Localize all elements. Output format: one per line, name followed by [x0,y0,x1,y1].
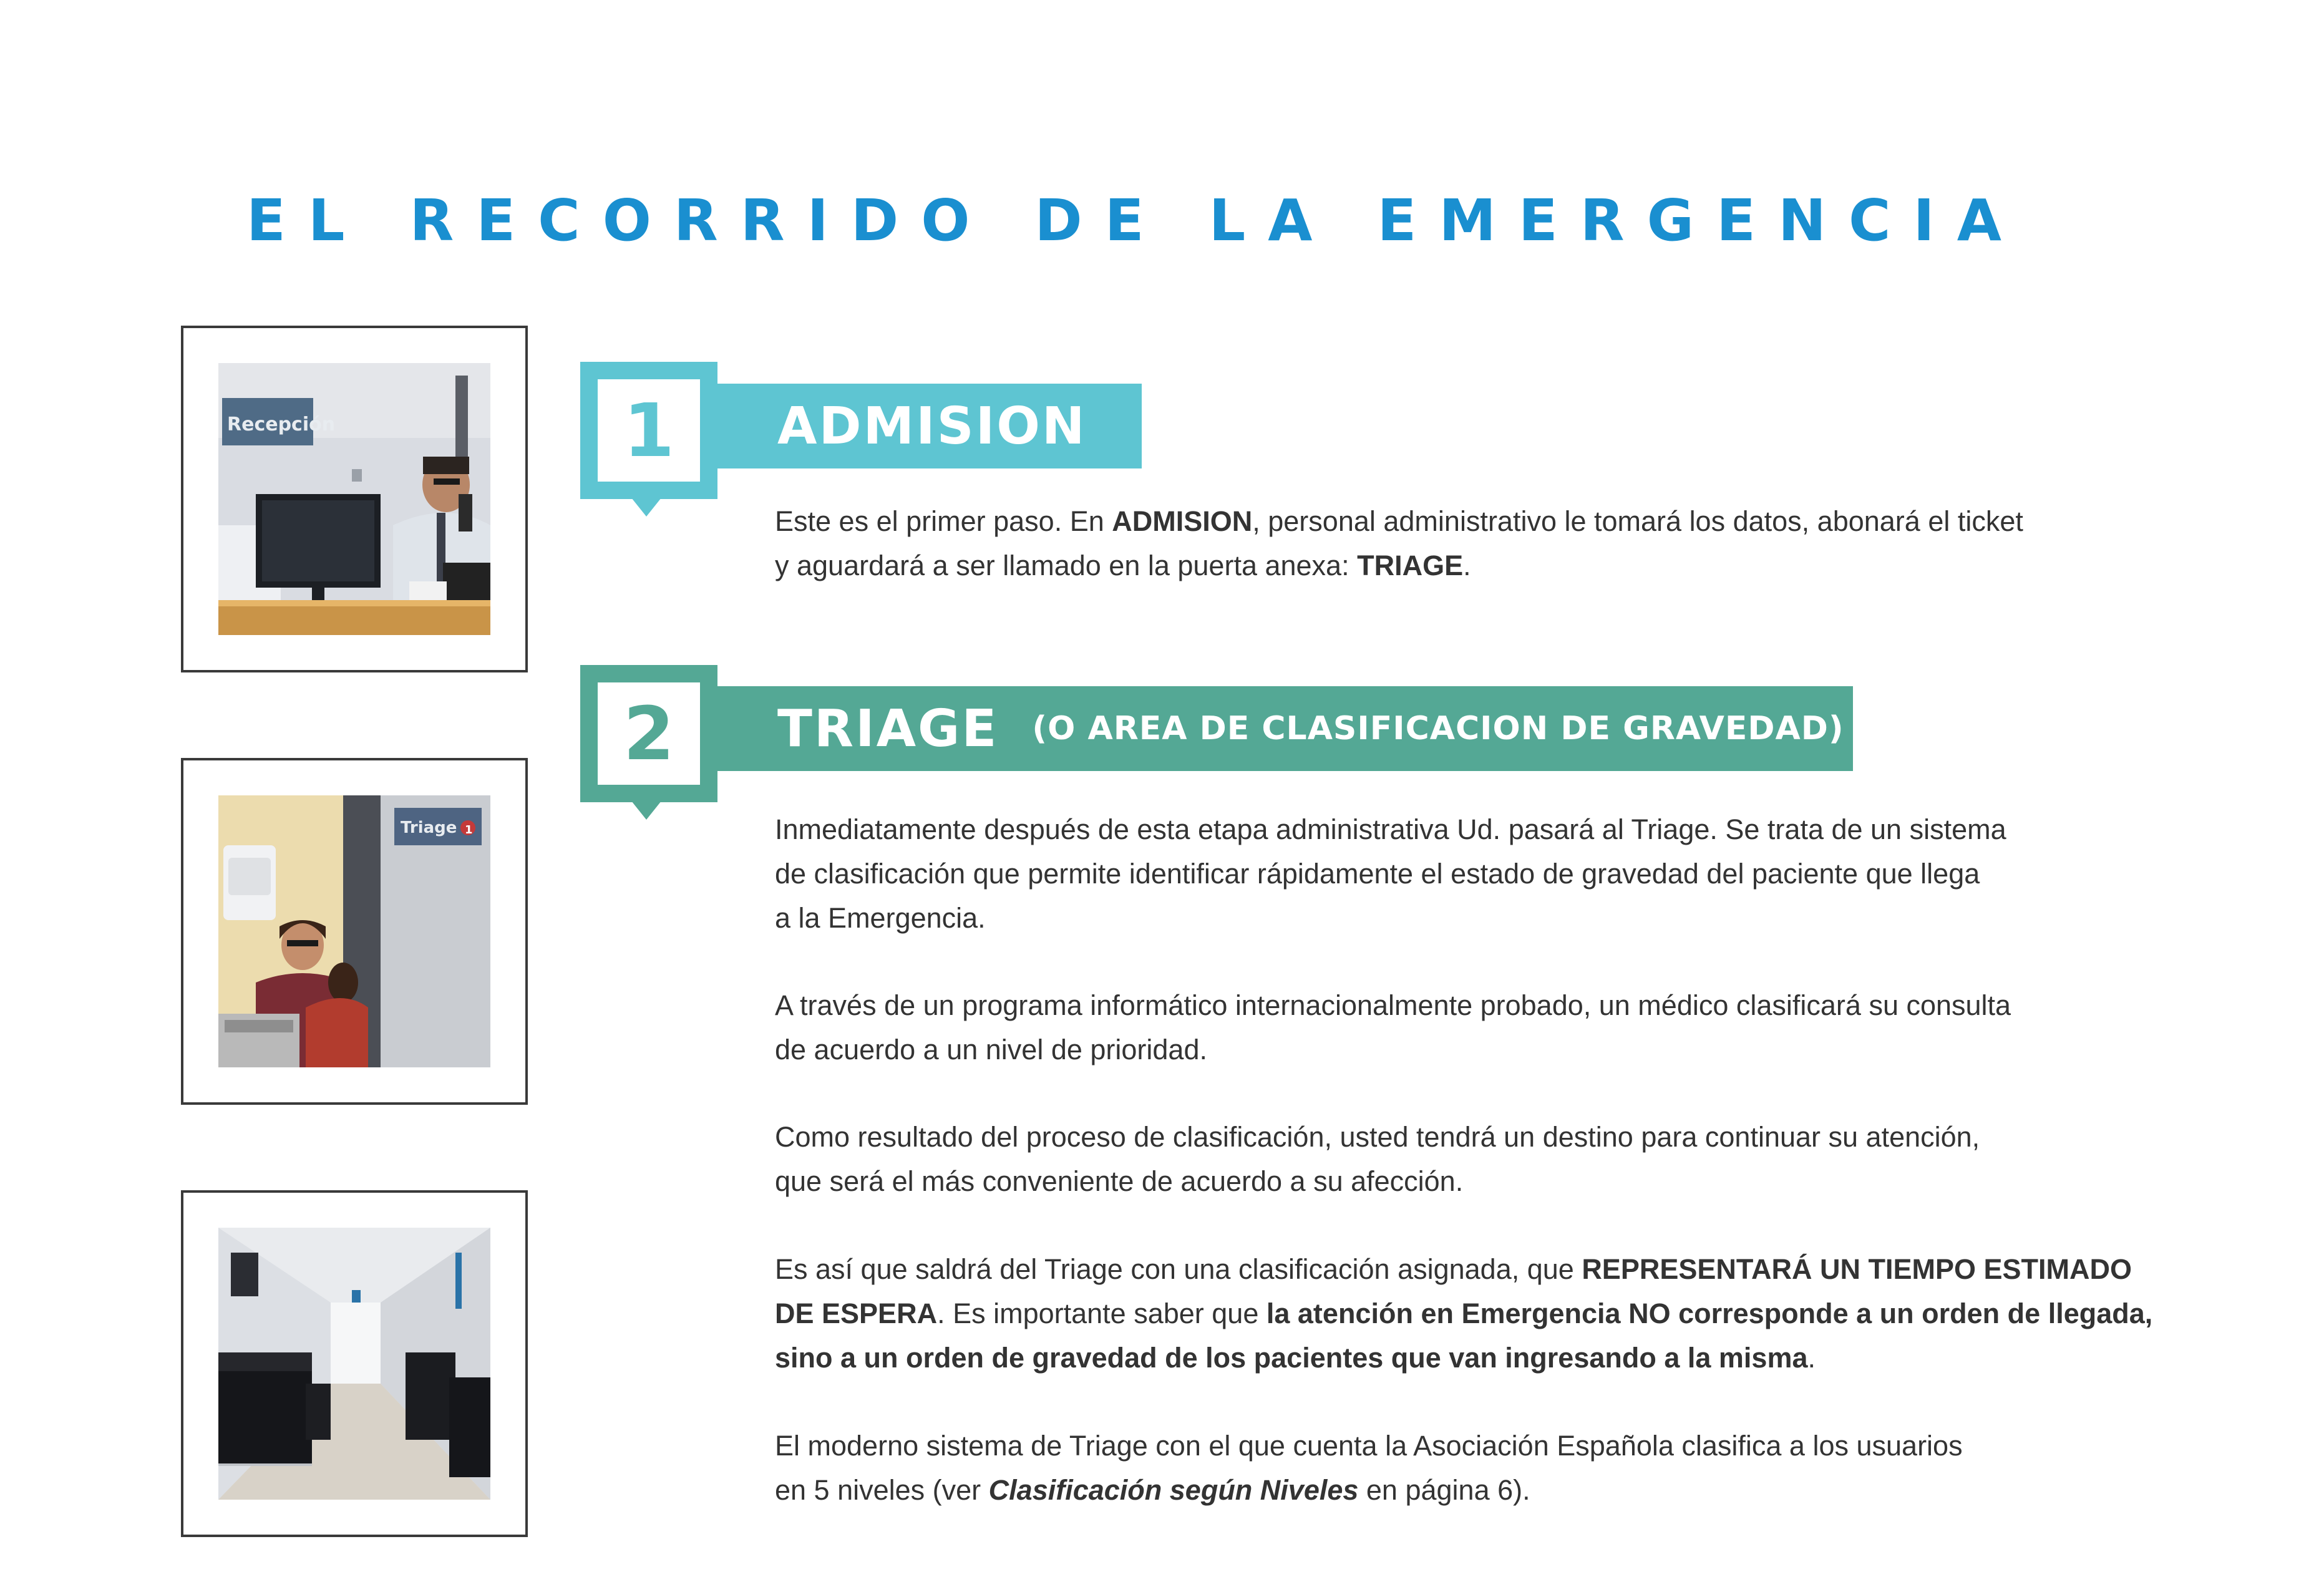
text-run: , personal administrativo le tomará los datos, abonará el ticket [1252,505,2023,537]
triage-photo [218,795,490,1067]
triage-sign-badge: 1 [465,823,473,837]
reception-sign-text: Recepción [227,414,336,435]
text-run: que será el más conveniente de acuerdo a su afección. [775,1165,1464,1197]
text-bold: TRIAGE [1357,550,1464,581]
reception-photo [218,363,490,635]
page-title: EL RECORRIDO DE LA EMERGENCIA [246,187,2024,254]
text-run: en 5 niveles (ver [775,1474,989,1506]
text-bold: ADMISION [1112,505,1253,537]
step-2-number: 2 [598,682,700,785]
text-run: . [1463,550,1471,581]
text-run: . [1807,1342,1816,1374]
text-run: a la Emergencia. [775,902,986,934]
text-run: Es así que saldrá del Triage con una clasificación asignada, que [775,1253,1582,1285]
step-1-pointer [631,498,661,517]
text-run: Inmediatamente después de esta etapa administrativa Ud. pasará al Triage. Se trata de un sistema [775,813,2006,845]
triage-sign-text: Triage [401,818,457,837]
text-run: Este es el primer paso. En [775,505,1112,537]
step-1-banner [717,384,1142,468]
step-1-number: 1 [598,379,700,482]
text-run: en página 6). [1358,1474,1530,1506]
step-1-label: ADMISION [777,396,1087,456]
text-run: El moderno sistema de Triage con el que cuenta la Asociación Española clasifica a los usuarios [775,1430,1963,1462]
photo-frame-reception [181,326,528,672]
text-run: de clasificación que permite identificar rápidamente el estado de gravedad del paciente que llega [775,858,1980,890]
text-bold: sino a un orden de gravedad de los pacientes que van ingresando a la misma [775,1342,1808,1374]
step-1-badge [580,362,717,499]
step-2-paragraph-1 [775,807,2172,940]
step-2-paragraph-2 [775,983,2172,1072]
text-run: de acuerdo a un nivel de prioridad. [775,1034,1207,1065]
text-run: A través de un programa informático internacionalmente probado, un médico clasificará su consulta [775,989,2011,1021]
text-bold: REPRESENTARÁ UN TIEMPO ESTIMADO [1582,1253,2132,1285]
text-run: . Es importante saber que [937,1298,1267,1329]
step-2-banner [717,686,1853,771]
step-1-paragraph [775,499,2172,588]
step-2-paragraph-3 [775,1115,2172,1203]
step-2-badge [580,665,717,802]
text-bold-italic: Clasificación según Niveles [988,1474,1359,1506]
step-2-label: TRIAGE [777,699,999,759]
photo-frame-corridor [181,1190,528,1537]
step-2-paragraph-5 [775,1424,2172,1512]
text-bold: la atención en Emergencia NO corresponde a un orden de llegada, [1266,1298,2153,1329]
text-run: y aguardará a ser llamado en la puerta anexa: [775,550,1358,581]
step-2-paragraph-4 [775,1247,2172,1380]
corridor-photo [218,1228,490,1500]
step-2-pointer [631,801,661,820]
text-bold: DE ESPERA [775,1298,938,1329]
text-run: Como resultado del proceso de clasificación, usted tendrá un destino para continuar su atención, [775,1121,1980,1153]
photo-frame-triage [181,758,528,1105]
step-2-sublabel: (O AREA DE CLASIFICACION DE GRAVEDAD) [1032,710,1844,747]
